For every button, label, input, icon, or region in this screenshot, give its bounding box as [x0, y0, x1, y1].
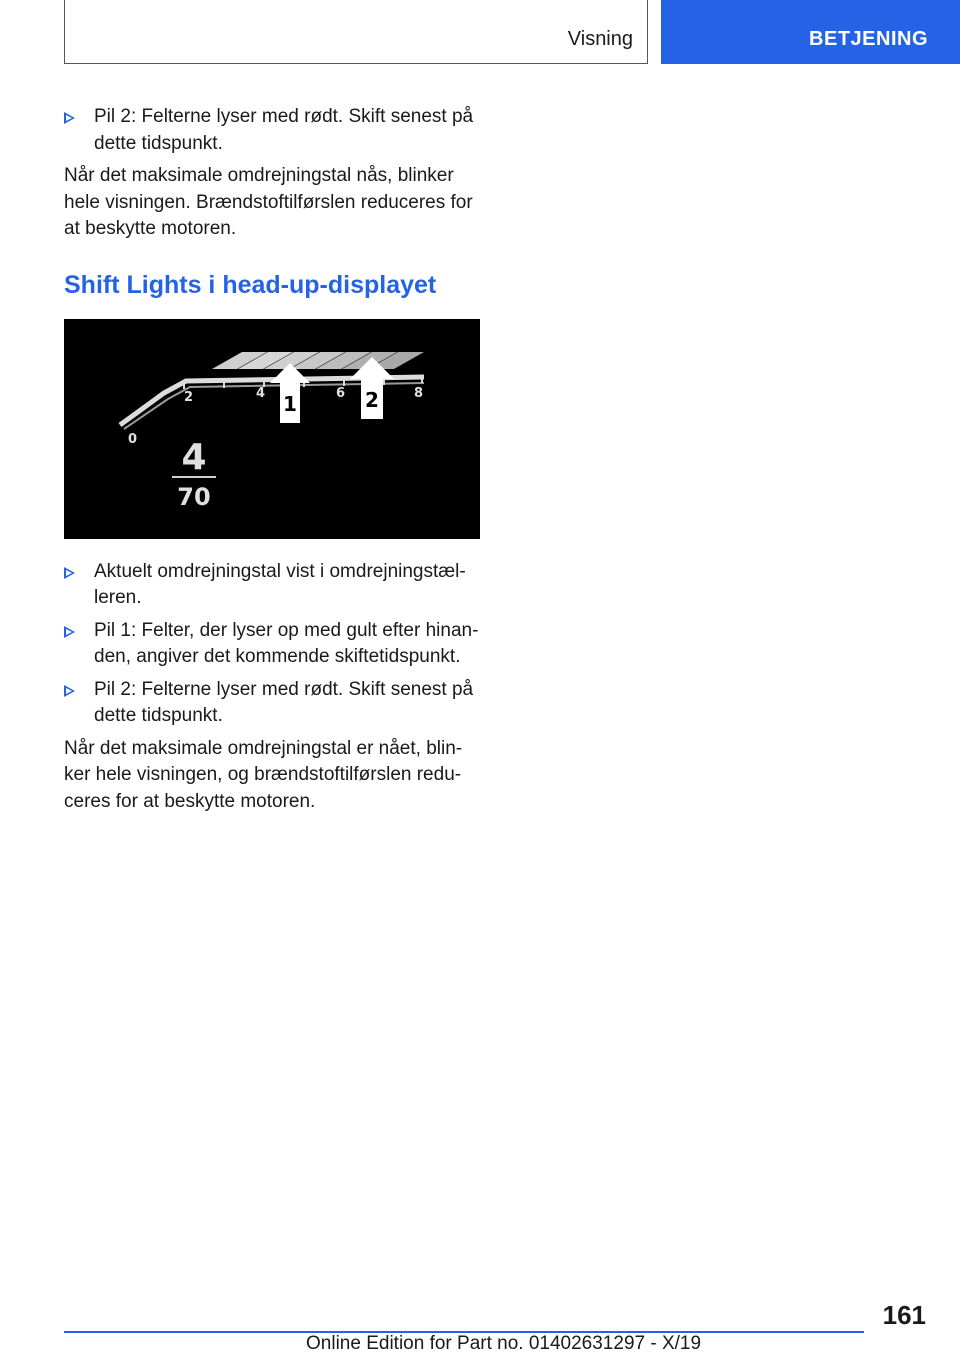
gear-indicator: 4: [181, 436, 207, 478]
main-column: [64, 104, 480, 821]
list-item-text: Pil 2: Felterne lyser med rødt. Skift senest på dette tidspunkt.: [94, 678, 474, 726]
intro-paragraph: Når det maksimale omdrejningstal nås, blinker hele visningen. Brændstoftilførslen reduceres for at beskytte motoren.: [64, 165, 473, 239]
footer-edition-text: Online Edition for Part no. 01402631297 - X/19: [306, 1333, 702, 1354]
scale-label: 0: [128, 431, 138, 447]
header-chapter-tab: [661, 0, 960, 64]
list-item: [64, 104, 480, 157]
header-section-box: [64, 0, 648, 64]
scale-label: 4: [256, 385, 266, 401]
page-number: 161: [882, 1300, 926, 1330]
scale-label: 8: [414, 385, 424, 401]
header-section-title: Visning: [567, 28, 633, 50]
closing-paragraph: Når det maksimale omdrejningstal er nået, blinker hele visningen, og brændstoftilførslen reduceres for at beskytte motoren.: [64, 737, 463, 812]
list-item-text: Pil 2: Felterne lyser med rødt. Skift senest på dette tidspunkt.: [94, 106, 474, 154]
section-heading: Shift Lights i head-up-displayet: [64, 270, 437, 299]
triangle-bullet-icon: [64, 685, 75, 697]
arrow-label: 2: [365, 387, 379, 412]
triangle-bullet-icon: [64, 626, 75, 638]
shift-light-segments: [212, 352, 424, 369]
header-chapter-title: BETJENING: [809, 28, 928, 50]
list-item-text: Pil 1: Felter, der lyser op med gult efter hinanden, angiver det kommende skiftetidspunkt.: [94, 619, 479, 667]
list-item-text: Aktuelt omdrejningstal vist i omdrejningstælleren.: [94, 560, 466, 608]
scale-label: 6: [336, 385, 346, 401]
list-item: [64, 677, 480, 730]
list-item: [64, 559, 480, 612]
list-item: [64, 618, 480, 671]
speed-readout: 70: [177, 482, 211, 511]
arrow-label: 1: [283, 391, 297, 416]
triangle-bullet-icon: [64, 567, 75, 579]
triangle-bullet-icon: [64, 112, 75, 124]
scale-label: 2: [184, 389, 194, 405]
shift-lights-figure: [64, 319, 480, 539]
